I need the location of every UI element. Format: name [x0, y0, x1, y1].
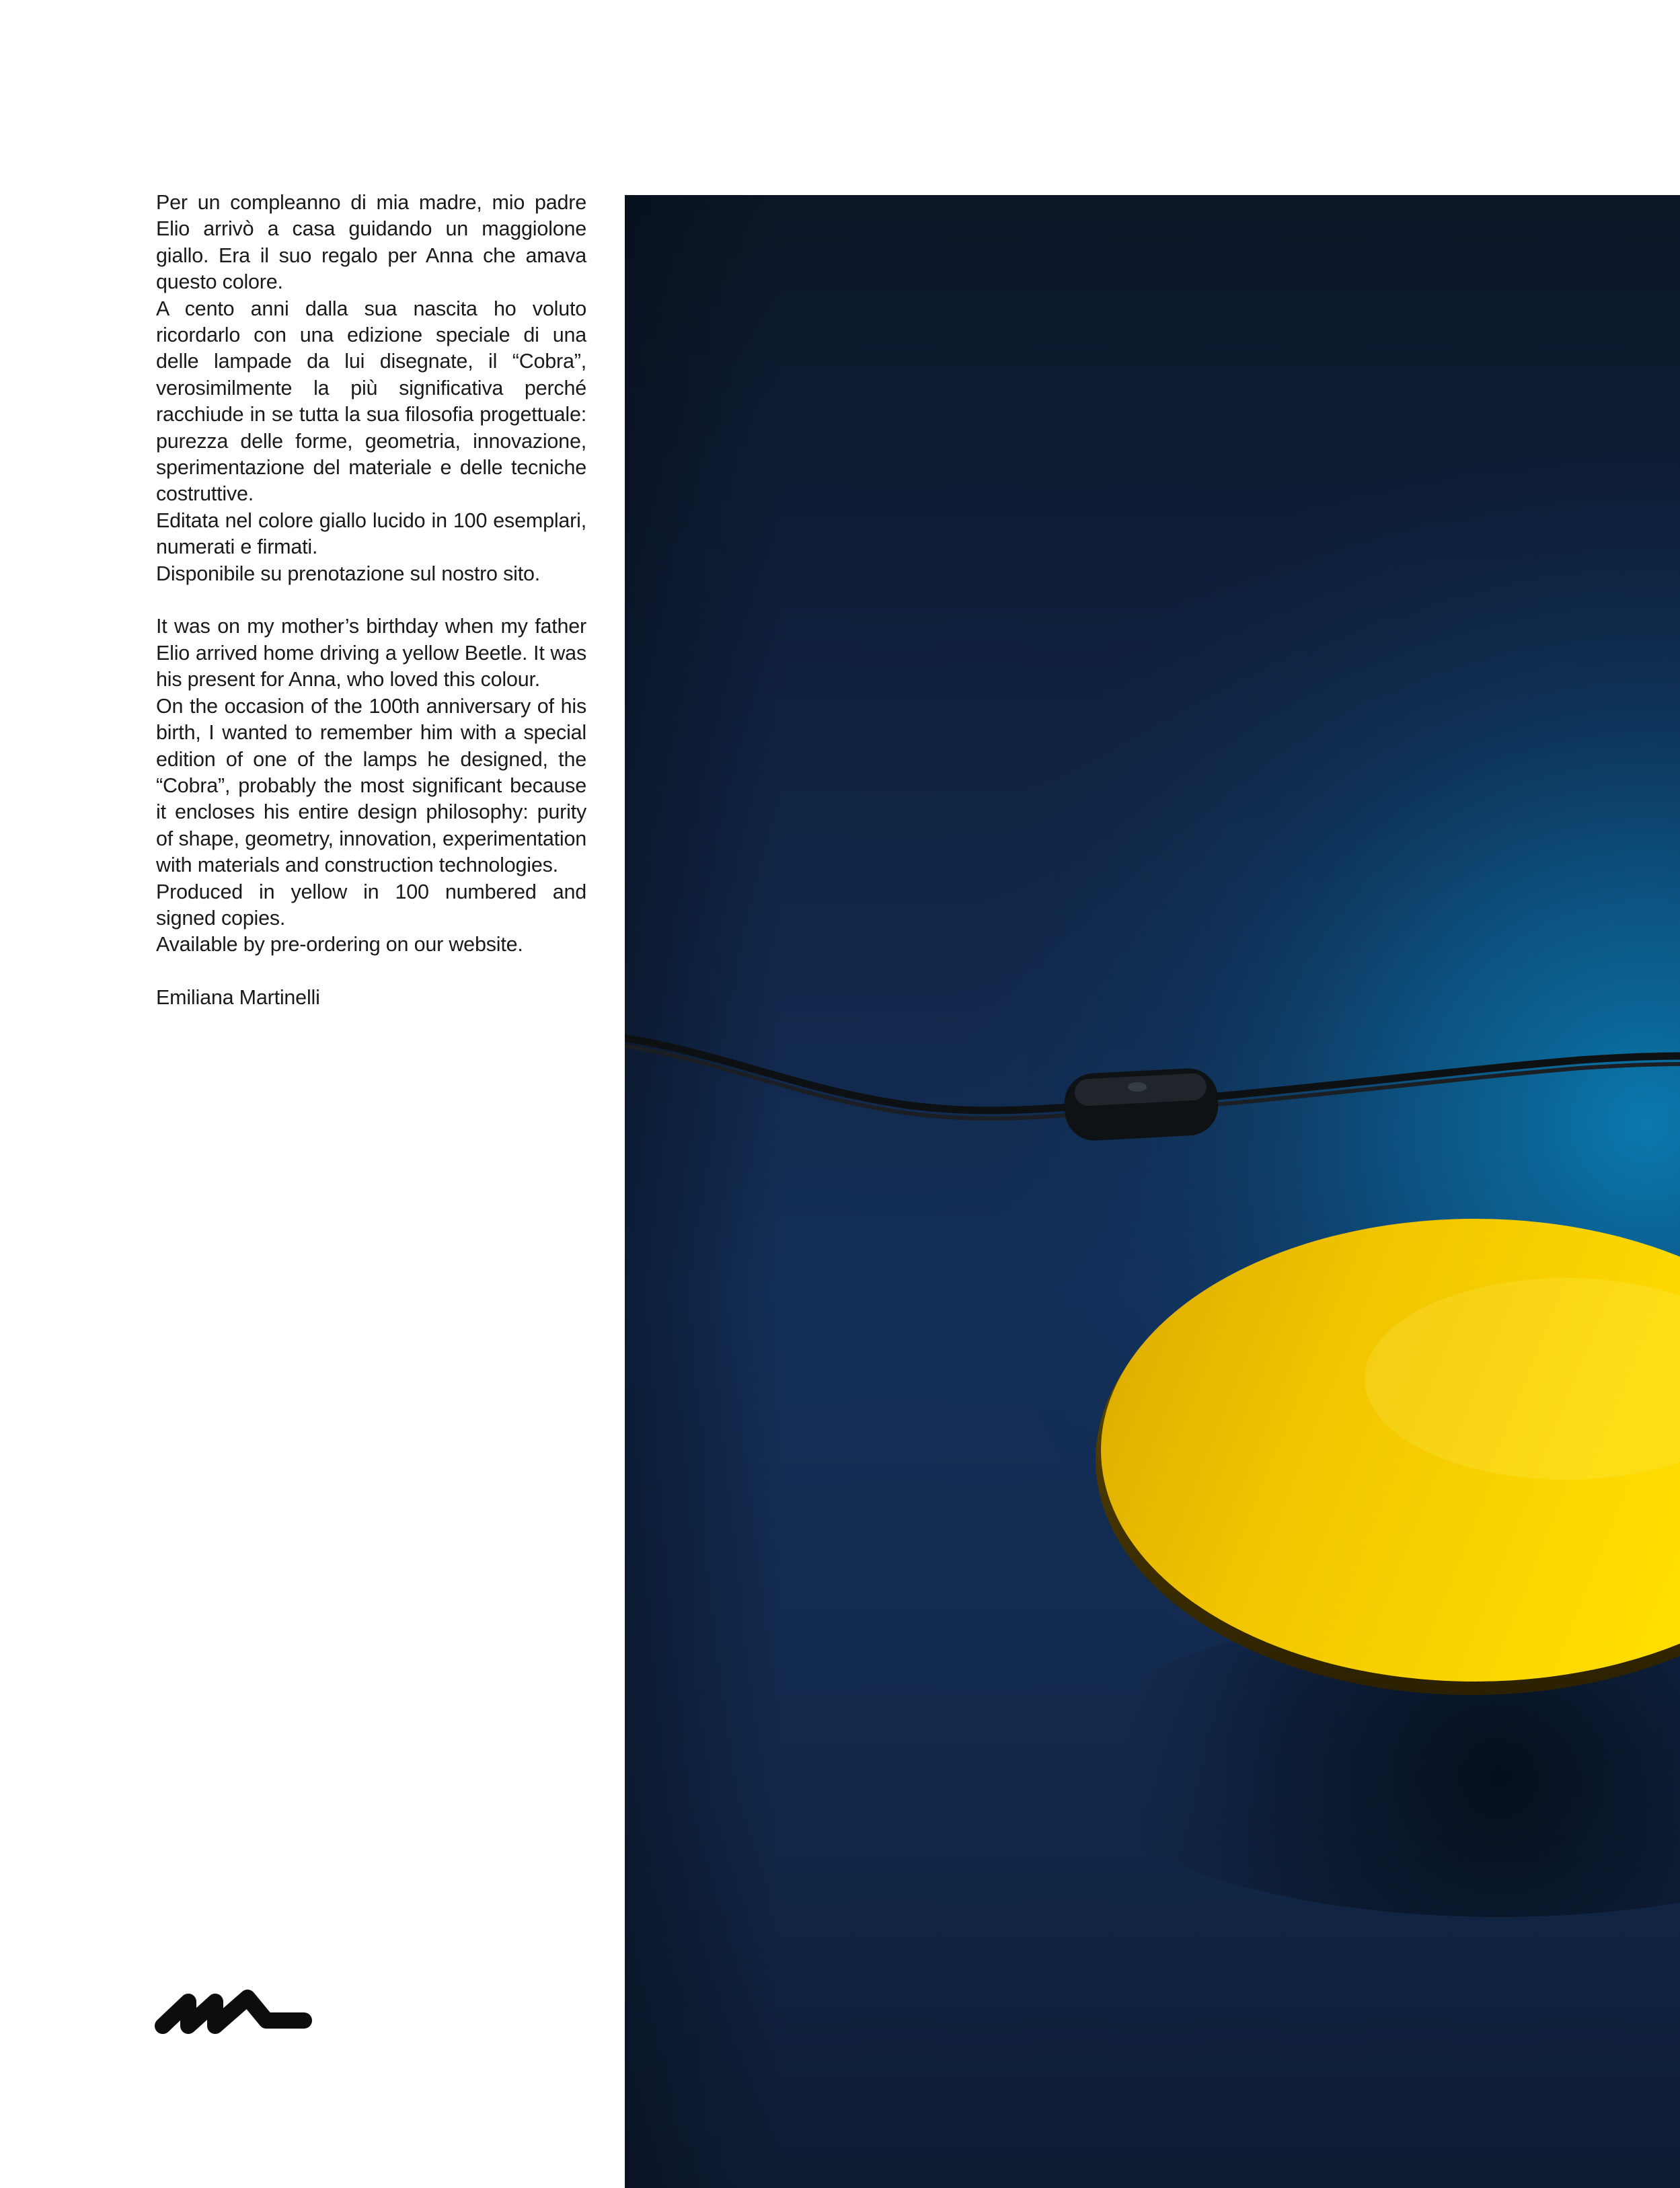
italian-paragraph-4: Disponibile su prenotazione sul nostro sito.: [156, 562, 541, 585]
signature: Emiliana Martinelli: [156, 986, 320, 1010]
italian-paragraph-1: Per un compleanno di mia madre, mio padre Elio arrivò a casa guidando un maggiolone giallo. Era il suo regalo per Anna che amava questo colore.: [156, 191, 586, 294]
paragraph-spacer: [156, 587, 586, 613]
english-paragraph-3: Produced in yellow in 100 numbered and signed copies.: [156, 880, 586, 930]
lamp-photo: [625, 195, 1680, 2188]
italian-paragraph-2: A cento anni dalla sua nascita ho voluto ricordarlo con una edizione speciale di una delle lampade da lui disegnate, il “Cobra”, verosimilmente la più significativa perché racchiude in se tutta la sua filosofia progettuale: purezza delle forme, geometria, innovazione, sperimentazione del materiale e delle tecniche costruttive.: [156, 297, 586, 506]
english-paragraph-1: It was on my mother’s birthday when my father Elio arrived home driving a yellow Beetle. It was his present for Anna, who loved this colour.: [156, 615, 586, 691]
paragraph-spacer: [156, 958, 586, 985]
article-text: [156, 190, 586, 1012]
martinelli-luce-logo-icon: [153, 1983, 317, 2037]
italian-paragraph-3: Editata nel colore giallo lucido in 100 esemplari, numerati e firmati.: [156, 508, 586, 559]
english-paragraph-4: Available by pre-ordering on our website.: [156, 933, 523, 956]
english-paragraph-2: On the occasion of the 100th anniversary of his birth, I wanted to remember him with a special edition of one of the lamps he designed, the “Cobra”, probably the most significant because it encloses his entire design philosophy: purity of shape, geometry, innovation, experimentation with materials and construction technologies.: [156, 694, 586, 877]
